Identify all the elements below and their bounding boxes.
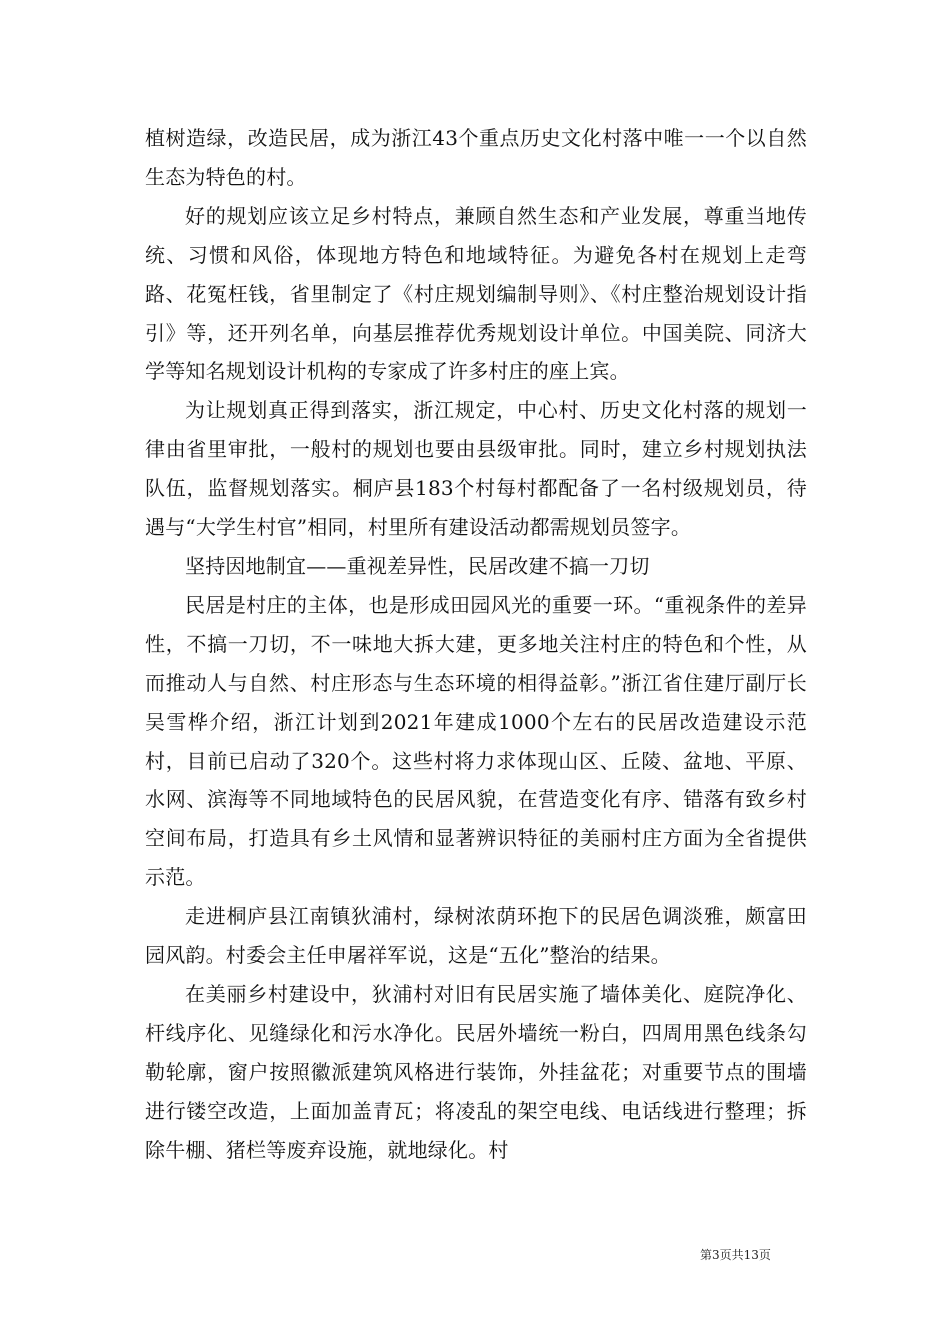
paragraph-continuation: 植树造绿，改造民居，成为浙江43个重点历史文化村落中唯一一个以自然生态为特色的村。 <box>145 126 807 189</box>
section-heading: 坚持因地制宜——重视差异性，民居改建不搞一刀切 <box>185 553 650 578</box>
body-text <box>145 119 807 1169</box>
paragraph-planning: 好的规划应该立足乡村特点，兼顾自然生态和产业发展，尊重当地传统、习惯和风俗，体现地方特色和地域特征。为避免各村在规划上走弯路、花冤枉钱，省里制定了《村庄规划编制导则》、《村庄整治规划设计指引》等，还开列名单，向基层推荐优秀规划设计单位。中国美院、同济大学等知名规划设计机构的专家成了许多村庄的座上宾。 <box>145 203 807 384</box>
paragraph-dipu-village: 走进桐庐县江南镇狄浦村，绿树浓荫环抱下的民居色调淡雅，颇富田园风韵。村委会主任申屠祥军说，这是“五化”整治的结果。 <box>145 904 807 968</box>
paragraph-dwellings: 民居是村庄的主体，也是形成田园风光的重要一环。“重视条件的差异性，不搞一刀切，不一味地大拆大建，更多地关注村庄的特色和个性，从而推动人与自然、村庄形态与生态环境的相得益彰。”浙江省住建厅副厅长吴雪桦介绍，浙江计划到2021年建成1000个左右的民居改造建设示范村，目前已启动了320个。这些村将力求体现山区、丘陵、盆地、平原、水网、滨海等不同地域特色的民居风貌，在营造变化有序、错落有致乡村空间布局，打造具有乡土风情和显著辨识特征的美丽村庄方面为全省提供示范。 <box>145 592 807 890</box>
page-number-footer: 第3页共13页 <box>700 1248 771 1262</box>
paragraph-renovation: 在美丽乡村建设中，狄浦村对旧有民居实施了墙体美化、庭院净化、杆线序化、见缝绿化和污水净化。民居外墙统一粉白，四周用黑色线条勾勒轮廓，窗户按照徽派建筑风格进行装饰，外挂盆花；对重要节点的围墙进行镂空改造，上面加盖青瓦；将凌乱的架空电线、电话线进行整理；拆除牛棚、猪栏等废弃设施，就地绿化。村 <box>145 981 807 1162</box>
paragraph-approval: 为让规划真正得到落实，浙江规定，中心村、历史文化村落的规划一律由省里审批，一般村的规划也要由县级审批。同时，建立乡村规划执法队伍，监督规划落实。桐庐县183个村每村都配备了一名村级规划员，待遇与“大学生村官”相同，村里所有建设活动都需规划员签字。 <box>145 398 807 540</box>
